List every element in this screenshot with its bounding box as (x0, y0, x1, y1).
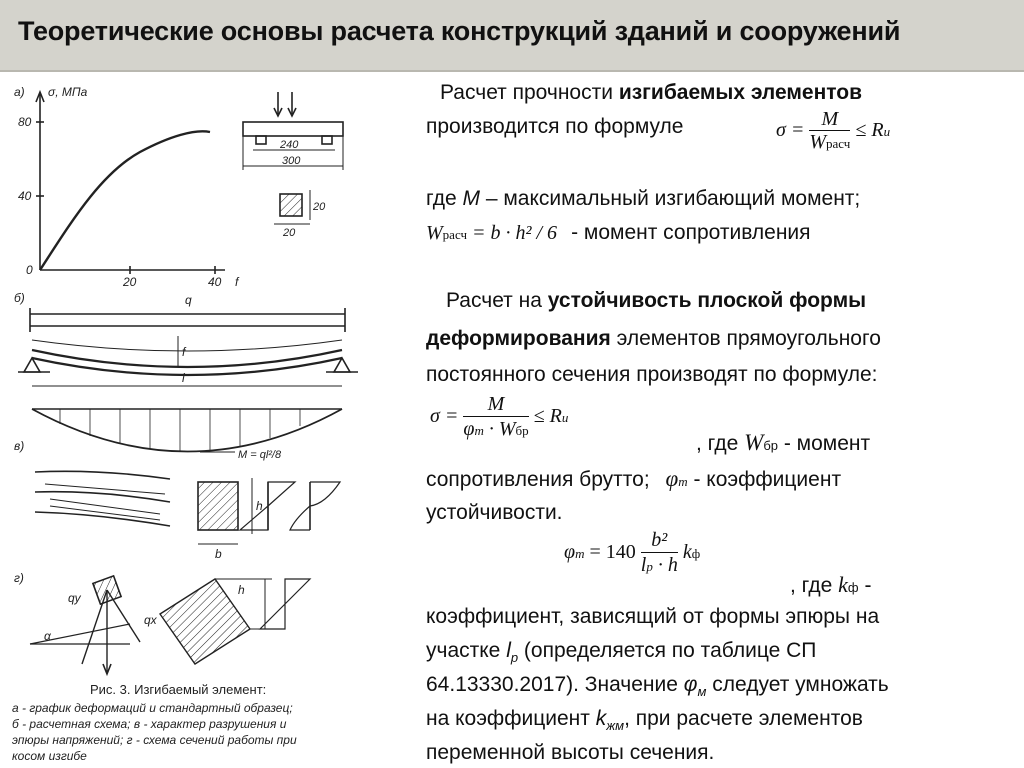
paragraph-strength-2: производится по формуле (426, 115, 684, 138)
y-tick-40: 40 (18, 189, 32, 203)
paragraph-gross: сопротивления брутто; φm - коэффициент (426, 466, 842, 491)
panel-g-label: г) (14, 571, 24, 585)
qx-label: qx (144, 613, 157, 627)
figure-caption-line-3: эпюры напряжений; г - схема сечений работы при (12, 733, 297, 747)
paragraph-variable-height: переменной высоты сечения. (426, 741, 715, 764)
oblique-fracture (160, 579, 250, 664)
phi-formula: φm = 140 $\frac{\text{b²}}{lp \cdot h}$ kф (564, 529, 701, 576)
load-q-label: q (185, 293, 192, 307)
paragraph-coef-depends: коэффициент, зависящий от формы эпюры на (426, 605, 880, 628)
paragraph-kzhm: на коэффициент $k_{жм}$, при расчете элементов (426, 707, 863, 734)
panel-a-label: а) (14, 85, 25, 99)
y-tick-80: 80 (18, 115, 32, 129)
figure-caption-line-4: косом изгибе (12, 749, 87, 763)
moment-formula: M = ql²/8 (238, 449, 282, 461)
sample-section (280, 194, 302, 216)
paragraph-where-k: , где kф - (790, 572, 872, 597)
alpha-label: α (44, 629, 51, 643)
panel-b-label: б) (14, 291, 25, 305)
stress-diagram-1 (240, 482, 295, 530)
paragraph-section-modulus: Wрасч = b · h² / 6 - момент сопротивления (426, 221, 811, 244)
sample-beam (243, 122, 343, 136)
bending-element-figure (10, 74, 390, 767)
section-h-label: h (256, 499, 263, 513)
y-axis-label: σ, МПа (48, 85, 88, 99)
paragraph-where-M: где М – максимальный изгибающий момент; (426, 187, 861, 210)
paragraph-stability-coef: устойчивости. (426, 501, 563, 524)
panel-v-label: в) (14, 439, 25, 453)
paragraph-stability: Расчет на устойчивость плоской формы (446, 289, 867, 312)
paragraph-stability-3: постоянного сечения производят по формуле: (426, 363, 878, 386)
stability-formula: σ = M φm · Wбр ≤ Rи (430, 393, 569, 440)
span-l-label: l (182, 371, 185, 385)
paragraph-sp-reference: 64.13330.2017). Значение $\varphi_м$ следует умножать (426, 673, 889, 700)
x-tick-20: 20 (123, 275, 137, 289)
deflection-f-label: f (182, 345, 186, 359)
oblique-h-label: h (238, 583, 245, 597)
dim-20-h: 20 (313, 201, 326, 213)
dim-20-w: 20 (283, 227, 296, 239)
figure-caption-line-1: а - график деформаций и стандартный образец; (12, 701, 293, 715)
moment-diagram (32, 409, 342, 452)
paragraph-strength: Расчет прочности изгибаемых элементов (440, 81, 863, 104)
dim-300: 300 (282, 155, 301, 167)
dim-240: 240 (280, 139, 299, 151)
slide-header (0, 0, 1024, 72)
fracture-beam (35, 471, 170, 479)
qy-label: qy (68, 591, 81, 605)
deflected-beam (32, 350, 342, 367)
stress-diagram-2 (290, 482, 340, 530)
oblique-stress-diagram (260, 579, 310, 629)
deformation-curve (40, 131, 210, 270)
section-b-label: b (215, 547, 222, 561)
paragraph-stability-2: деформирования элементов прямоугольного (426, 327, 881, 350)
x-axis-label: f (235, 275, 239, 289)
figure-caption-line-2: б - расчетная схема; в - характер разрушения и (12, 717, 287, 731)
paragraph-section-lp: участке $l_p$ (определяется по таблице СП (426, 639, 817, 666)
slide-title: Теоретические основы расчета конструкций зданий и сооружений (18, 16, 901, 46)
x-tick-40: 40 (208, 275, 222, 289)
paragraph-where-W: , где Wбр - момент (696, 430, 871, 455)
figure-caption-title: Рис. 3. Изгибаемый элемент: (90, 682, 267, 697)
fracture-section (198, 482, 238, 530)
y-tick-0: 0 (26, 263, 33, 277)
strength-formula: σ = M Wрасч ≤ Rи (776, 108, 891, 153)
